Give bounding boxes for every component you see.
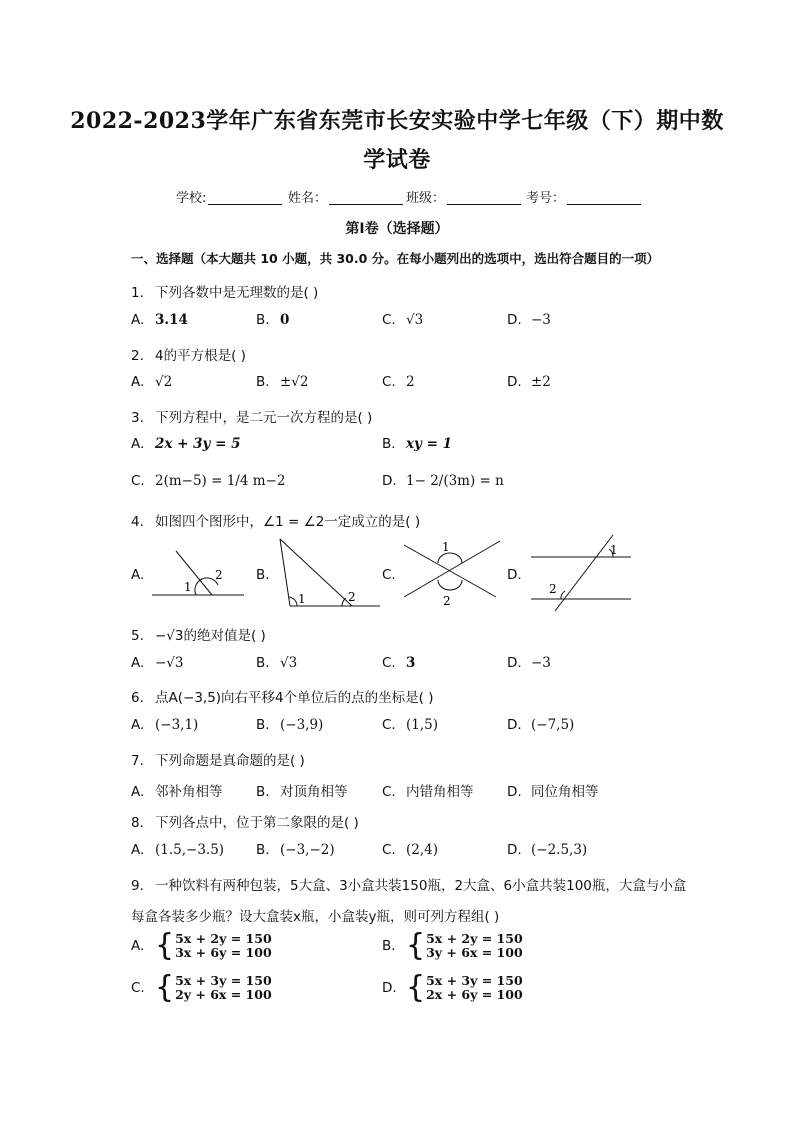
q4d-label-1: 1	[610, 543, 618, 557]
q5-option-a[interactable]: A. −√3	[131, 655, 184, 671]
name-label: 姓名：	[288, 191, 328, 206]
exam-number-field[interactable]	[526, 187, 641, 206]
q7-option-b[interactable]: B. 对顶角相等	[256, 784, 348, 800]
q8-option-b[interactable]: B. (−3,−2)	[256, 842, 335, 858]
name-blank[interactable]	[329, 190, 403, 205]
q4-figure-a	[148, 545, 248, 605]
q9-option-d[interactable]: D. { 5x + 3y = 150 2x + 6y = 100	[382, 970, 523, 1005]
q2-option-c[interactable]: C. 2	[382, 374, 415, 390]
q5-option-d[interactable]: D. −3	[507, 655, 551, 671]
q5-option-b[interactable]: B. √3	[256, 655, 298, 671]
question-8: 8. 下列各点中，位于第二象限的是( )	[131, 815, 359, 831]
q4a-label-2: 2	[215, 568, 223, 582]
q4b-label-2: 2	[348, 590, 356, 604]
q4-option-b[interactable]: B.	[256, 567, 270, 583]
q6-option-c[interactable]: C. (1,5)	[382, 717, 439, 733]
question-5: 5. −√3的绝对值是( )	[131, 628, 266, 644]
question-9-line2: 每盒各装多少瓶？设大盒装x瓶，小盒装y瓶，则可列方程组( )	[131, 909, 500, 925]
q3-option-a[interactable]: A. 2x + 3y = 5	[131, 436, 241, 452]
q4d-label-2: 2	[549, 582, 557, 596]
q8-option-d[interactable]: D. (−2.5,3)	[507, 842, 588, 858]
q4b-label-1: 1	[298, 592, 306, 606]
question-6: 6. 点A(−3,5)向右平移4个单位后的点的坐标是( )	[131, 690, 434, 706]
q1-option-b[interactable]: B. 0	[256, 312, 290, 328]
question-7: 7. 下列命题是真命题的是( )	[131, 753, 305, 769]
q7-option-a[interactable]: A. 邻补角相等	[131, 784, 223, 800]
class-blank[interactable]	[447, 190, 521, 205]
class-label: 班级：	[406, 191, 446, 206]
q5-option-c[interactable]: C. 3	[382, 655, 416, 671]
q4-option-c[interactable]: C.	[382, 567, 396, 583]
q8-option-a[interactable]: A. (1.5,−3.5)	[131, 842, 225, 858]
q1-option-a[interactable]: A. 3.14	[131, 312, 188, 328]
q3-option-c[interactable]: C. 2(m−5) = 1/4 m−2	[131, 473, 286, 489]
q4c-label-2: 2	[443, 594, 451, 608]
q9-option-c[interactable]: C. { 5x + 3y = 150 2y + 6x = 100	[131, 970, 272, 1005]
q3-option-d[interactable]: D. 1− 2/(3m) = n	[382, 473, 504, 489]
school-blank[interactable]	[208, 190, 282, 205]
q2-option-d[interactable]: D. ±2	[507, 374, 551, 390]
class-field[interactable]	[406, 187, 521, 206]
q4-figure-b	[270, 535, 385, 610]
left-brace: {	[406, 970, 426, 1005]
q4-option-d[interactable]: D.	[507, 567, 522, 583]
left-brace: {	[406, 928, 426, 963]
q2-option-a[interactable]: A. √2	[131, 374, 173, 390]
question-1: 1. 下列各数中是无理数的是( )	[131, 285, 319, 301]
q9-option-b[interactable]: B. { 5x + 2y = 150 3y + 6x = 100	[382, 928, 523, 963]
q7-option-d[interactable]: D. 同位角相等	[507, 784, 599, 800]
q2-option-b[interactable]: B. ±√2	[256, 374, 309, 390]
section-title: 一、选择题（本大题共 10 小题，共 30.0 分。在每小题列出的选项中，选出符合题目的一项）	[131, 251, 660, 266]
q1-option-d[interactable]: D. −3	[507, 312, 551, 328]
q6-option-b[interactable]: B. (−3,9)	[256, 717, 324, 733]
question-3: 3. 下列方程中，是二元一次方程的是( )	[131, 410, 373, 426]
volume-title: 第Ⅰ卷（选择题）	[345, 221, 449, 237]
name-field[interactable]	[288, 187, 403, 206]
q7-option-c[interactable]: C. 内错角相等	[382, 784, 474, 800]
left-brace: {	[155, 928, 175, 963]
q8-option-c[interactable]: C. (2,4)	[382, 842, 439, 858]
q6-option-d[interactable]: D. (−7,5)	[507, 717, 575, 733]
school-field[interactable]	[176, 187, 282, 206]
q1-option-c[interactable]: C. √3	[382, 312, 424, 328]
q4a-label-1: 1	[184, 580, 192, 594]
q3-option-b[interactable]: B. xy = 1	[382, 436, 452, 452]
left-brace: {	[155, 970, 175, 1005]
q4c-label-1: 1	[442, 540, 450, 554]
school-label: 学校:	[176, 191, 207, 206]
exam-number-blank[interactable]	[567, 190, 641, 205]
q4-figure-c	[400, 535, 505, 610]
q9-option-a[interactable]: A. { 5x + 2y = 150 3x + 6y = 100	[131, 928, 272, 963]
question-9: 9. 一种饮料有两种包装，5大盒、3小盒共装150瓶，2大盒、6小盒共装100瓶，大盒与小盒	[131, 878, 687, 894]
q6-option-a[interactable]: A. (−3,1)	[131, 717, 199, 733]
exam-number-label: 考号：	[526, 191, 566, 206]
question-2: 2. 4的平方根是( )	[131, 348, 246, 364]
q4-figure-d	[525, 533, 635, 613]
question-4: 4. 如图四个图形中，∠1 = ∠2一定成立的是( )	[131, 514, 421, 530]
exam-title-line2: 学试卷	[363, 147, 431, 173]
exam-title-line1: 2022-2023学年广东省东莞市长安实验中学七年级（下）期中数	[70, 108, 724, 134]
q4-option-a[interactable]: A.	[131, 567, 145, 583]
